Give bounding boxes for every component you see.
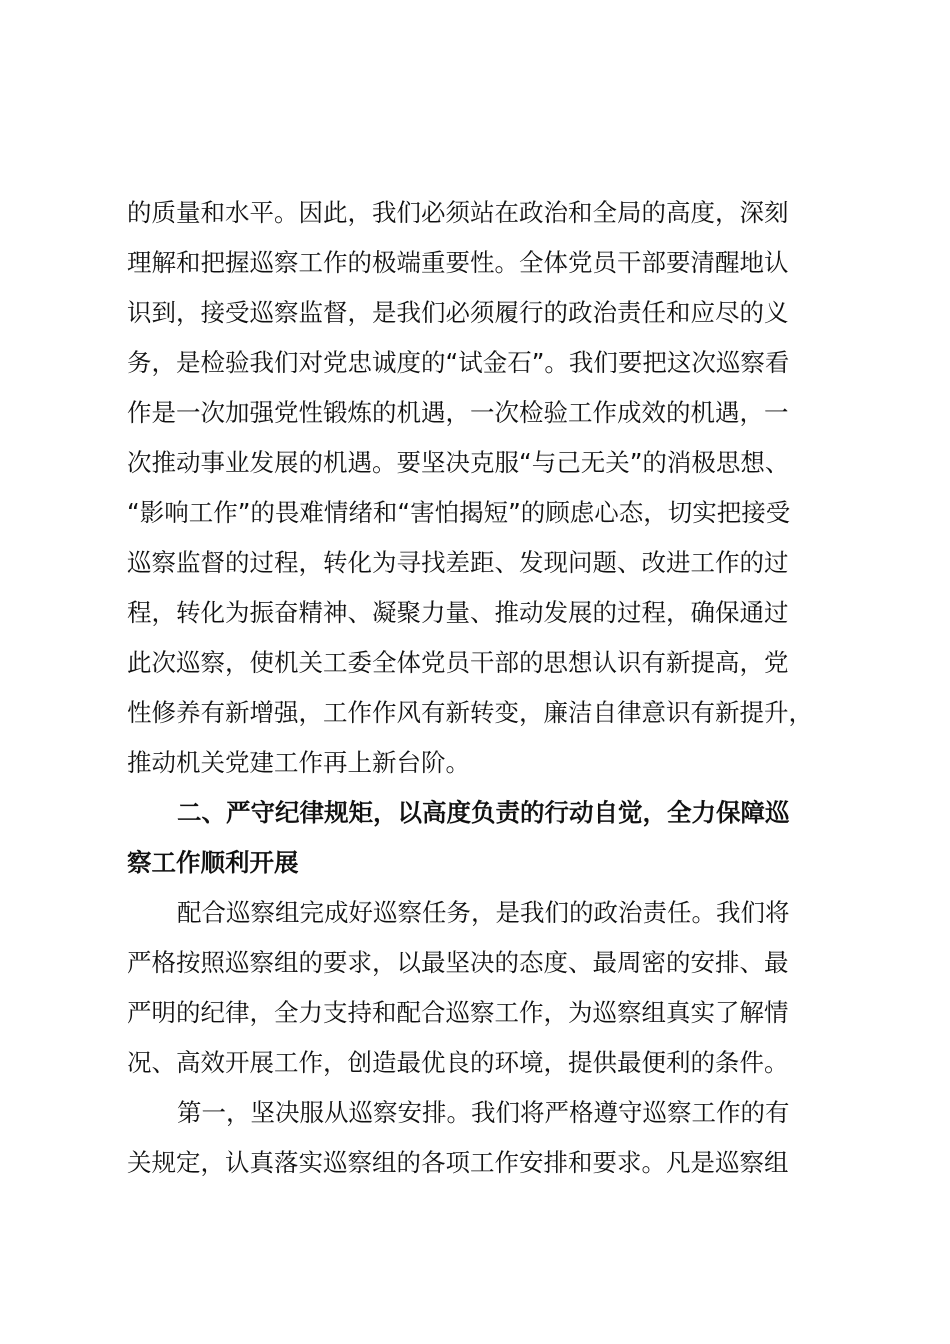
body-paragraph — [127, 888, 827, 1088]
text-line: “影响工作”的畏难情绪和“害怕揭短”的顾虑心态，切实把接受 — [127, 498, 791, 527]
text-line: 务，是检验我们对党忠诚度的“试金石”。我们要把这次巡察看 — [127, 348, 790, 377]
text-line: 关规定，认真落实巡察组的各项工作安排和要求。凡是巡察组 — [127, 1148, 789, 1177]
section-heading — [127, 788, 827, 888]
text-line: 配合巡察组完成好巡察任务，是我们的政治责任。我们将 — [177, 898, 790, 927]
text-line: 严格按照巡察组的要求，以最坚决的态度、最周密的安排、最 — [127, 948, 789, 977]
body-paragraph — [127, 1088, 827, 1188]
text-line: 此次巡察，使机关工委全体党员干部的思想认识有新提高，党 — [127, 648, 789, 677]
text-line: 严明的纪律，全力支持和配合巡察工作，为巡察组真实了解情 — [127, 998, 789, 1027]
text-line: 第一，坚决服从巡察安排。我们将严格遵守巡察工作的有 — [177, 1098, 790, 1127]
document-page — [127, 188, 827, 1188]
heading-line: 二、严守纪律规矩，以高度负责的行动自觉，全力保障巡 — [177, 798, 790, 827]
text-line: 程，转化为振奋精神、凝聚力量、推动发展的过程，确保通过 — [127, 598, 789, 627]
text-line: 推动机关党建工作再上新台阶。 — [127, 748, 470, 777]
text-line: 况、高效开展工作，创造最优良的环境，提供最便利的条件。 — [127, 1048, 789, 1077]
text-line: 性修养有新增强，工作作风有新转变，廉洁自律意识有新提升， — [127, 698, 813, 727]
text-line: 巡察监督的过程，转化为寻找差距、发现问题、改进工作的过 — [127, 548, 789, 577]
heading-line: 察工作顺利开展 — [127, 848, 299, 877]
text-line: 次推动事业发展的机遇。要坚决克服“与己无关”的消极思想、 — [127, 448, 790, 477]
body-paragraph — [127, 188, 827, 788]
text-line: 理解和把握巡察工作的极端重要性。全体党员干部要清醒地认 — [127, 248, 789, 277]
text-line: 的质量和水平。因此，我们必须站在政治和全局的高度，深刻 — [127, 198, 789, 227]
text-line: 识到，接受巡察监督，是我们必须履行的政治责任和应尽的义 — [127, 298, 789, 327]
text-line: 作是一次加强党性锻炼的机遇，一次检验工作成效的机遇，一 — [127, 398, 789, 427]
